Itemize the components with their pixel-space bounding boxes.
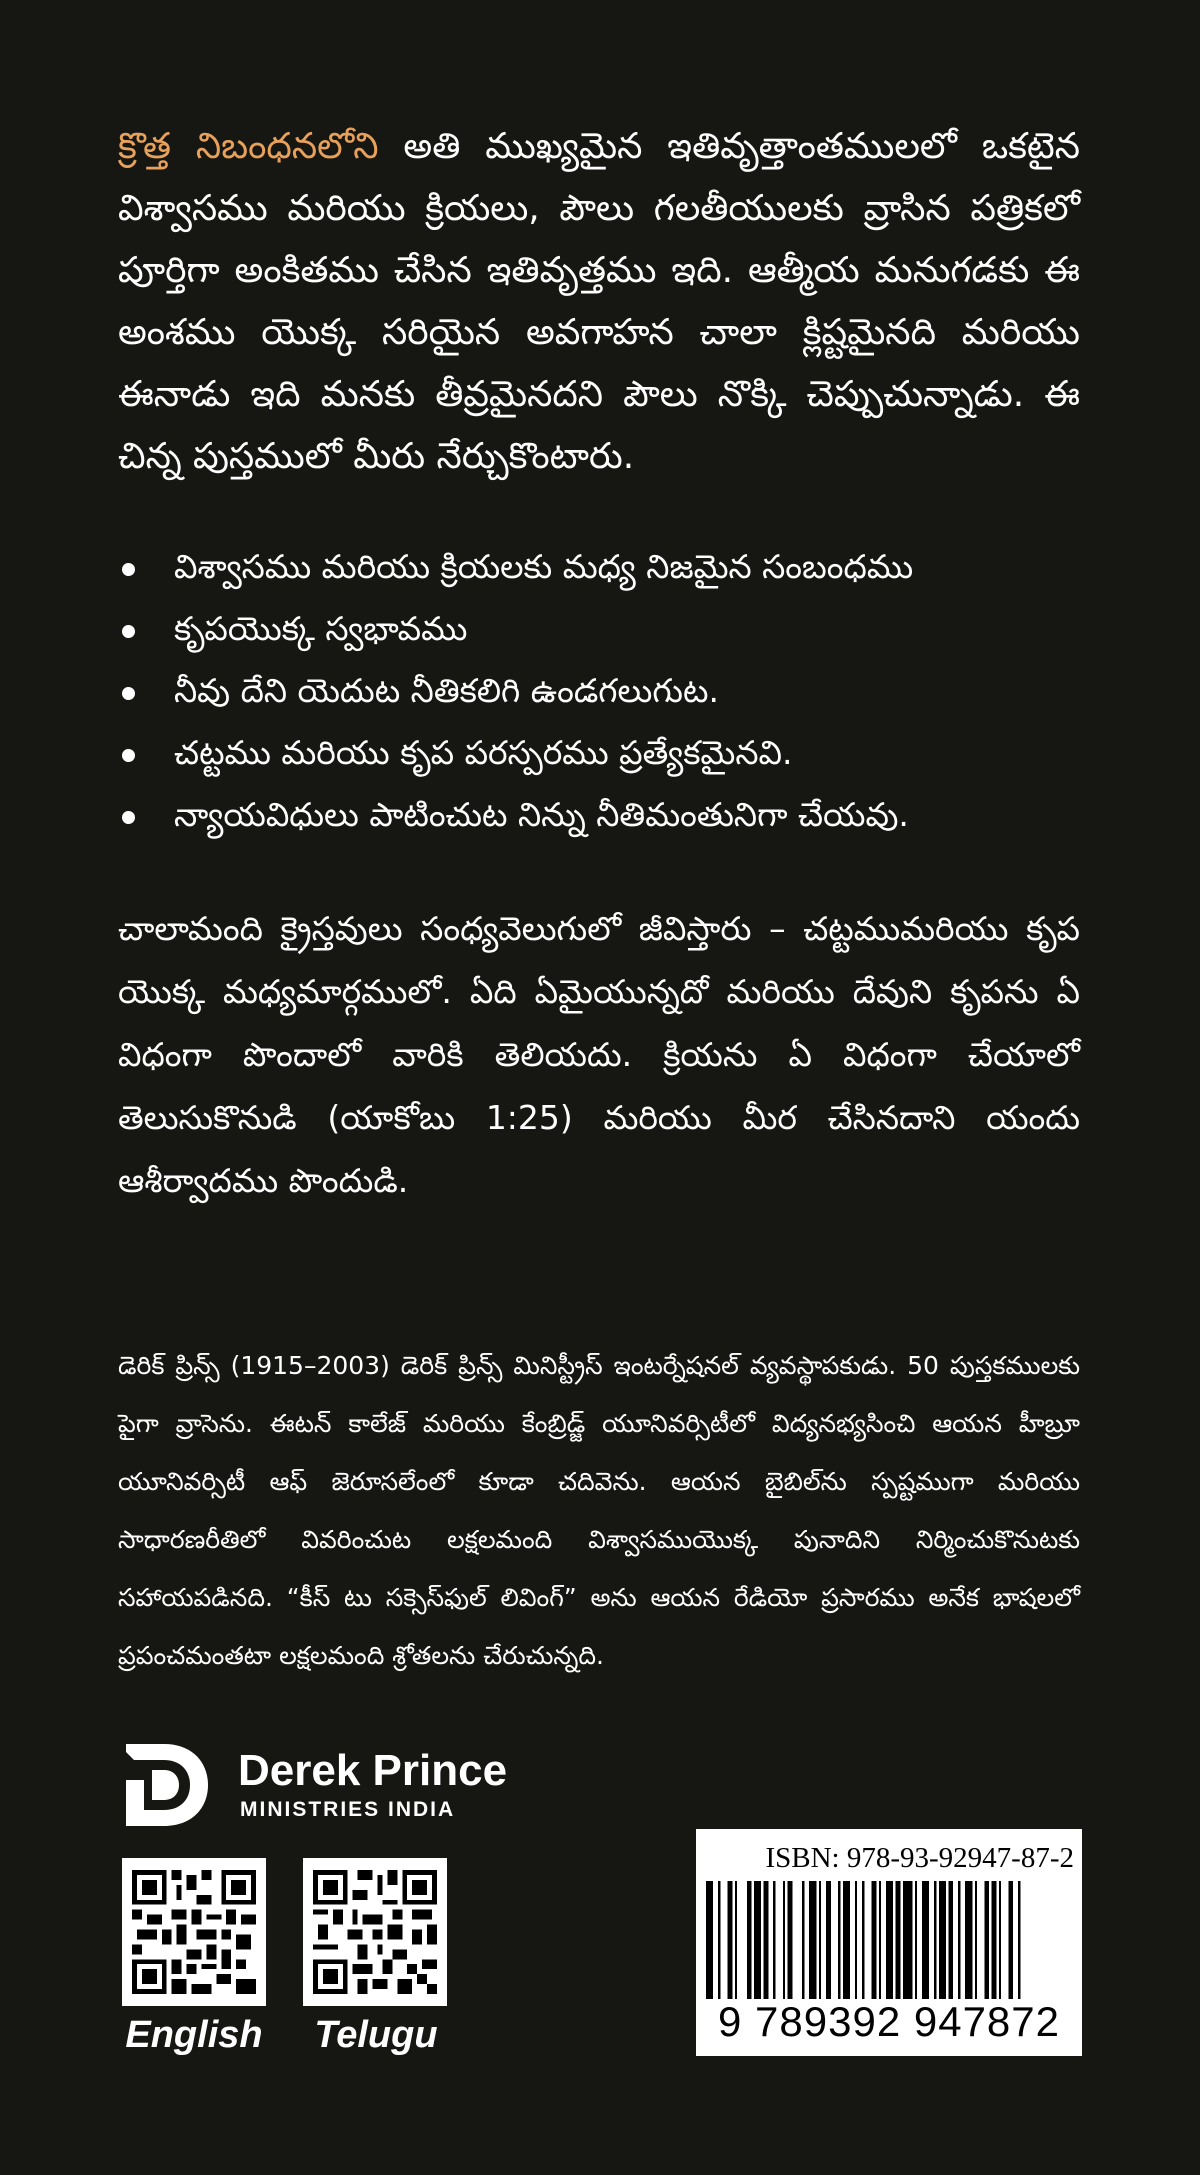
logo-subtitle: MINISTRIES INDIA [240, 1798, 456, 1821]
intro-text: అతి ముఖ్యమైన ఇతివృత్తాంతములలో ఒకటైన విశ్వాసము మరియు క్రియలు, పౌలు గలతీయులకు వ్రాసిన పత్రికలో పూర్తిగా అంకితము చేసిన ఇతివృత్తము ఇది. ఆత్మీయ మనుగడకు ఈ అంశము యొక్క సరియైన అవగాహన చాలా క్లిష్టమైనది మరియు ఈనాడు ఇది మనకు తీవ్రమైనదని పౌలు నొక్కి చెప్పుచున్నాడు. ఈ చిన్న పుస్తములో మీరు నేర్చుకొంటారు. [118, 126, 1080, 477]
intro-paragraph [118, 116, 1080, 488]
qr-label-telugu: Telugu [314, 2014, 438, 2056]
list-item: నీవు దేని యెదుట నీతికలిగి ఉండగలుగుట. [118, 660, 1080, 722]
intro-highlight: క్రొత్త నిబంధనలోని [118, 126, 379, 167]
description-paragraph: చాలామంది క్రైస్తవులు సంధ్యవెలుగులో జీవిస్తారు – చట్టముమరియు కృప యొక్క మధ్యమార్గములో. ఏది ఏమైయున్నదో మరియు దేవుని కృపను ఏ విధంగా పొందాలో వారికి తెలియదు. క్రియను ఏ విధంగా చేయాలో తెలుసుకొనుడి (యాకోబు 1:25) మరియు మీర చేసినదాని యందు ఆశీర్వాదము పొందుడి. [118, 909, 1080, 1200]
isbn-barcode [696, 1829, 1082, 2056]
qr-code-english[interactable] [122, 1858, 266, 2006]
isbn-label: ISBN: 978-93-92947-87-2 [765, 1842, 1074, 1874]
logo-name: Derek Prince [238, 1746, 508, 1795]
qr-code-icon [313, 1868, 437, 1996]
qr-code-telugu[interactable] [303, 1858, 447, 2006]
barcode-icon [704, 1881, 1074, 1999]
qr-code-icon [132, 1868, 256, 1996]
list-item: చట్టము మరియు కృప పరస్పరము ప్రత్యేకమైనవి. [118, 722, 1080, 784]
derek-prince-logo-icon [124, 1740, 210, 1830]
bullet-list [118, 536, 1080, 846]
list-item: విశ్వాసము మరియు క్రియలకు మధ్య నిజమైన సంబంధము [118, 536, 1080, 598]
qr-label-english: English [125, 2014, 263, 2056]
list-item: న్యాయవిధులు పాటించుట నిన్ను నీతిమంతునిగా చేయవు. [118, 784, 1080, 846]
list-item: కృపయొక్క స్వభావము [118, 598, 1080, 660]
author-bio: డెరిక్ ప్రిన్స్ (1915–2003) డెరిక్ ప్రిన్స్ మినిస్ట్రీస్ ఇంటర్నేషనల్ వ్యవస్థాపకుడు. 50 పుస్తకములకు పైగా వ్రాసెను. ఈటన్ కాలేజ్ మరియు కేంబ్రిడ్జ్ యూనివర్సిటీలో విద్యనభ్యసించి ఆయన హీబ్రూ యూనివర్సిటీ ఆఫ్ జెరూసలేంలో కూడా చదివెను. ఆయన బైబిల్‌ను స్పష్టముగా మరియు సాధారణరీతిలో వివరించుట లక్షలమంది విశ్వాసముయొక్క పునాదిని నిర్మించుకొనుటకు సహాయపడినది. “కీస్ టు సక్సెస్‌ఫుల్ లివింగ్” అను ఆయన రేడియో ప్రసారము అనేక భాషలలో ప్రపంచమంతటా లక్షలమంది శ్రోతలను చేరుచున్నది. [118, 1351, 1080, 1670]
isbn-digits: 9 789392 947872 [718, 1998, 1060, 2045]
